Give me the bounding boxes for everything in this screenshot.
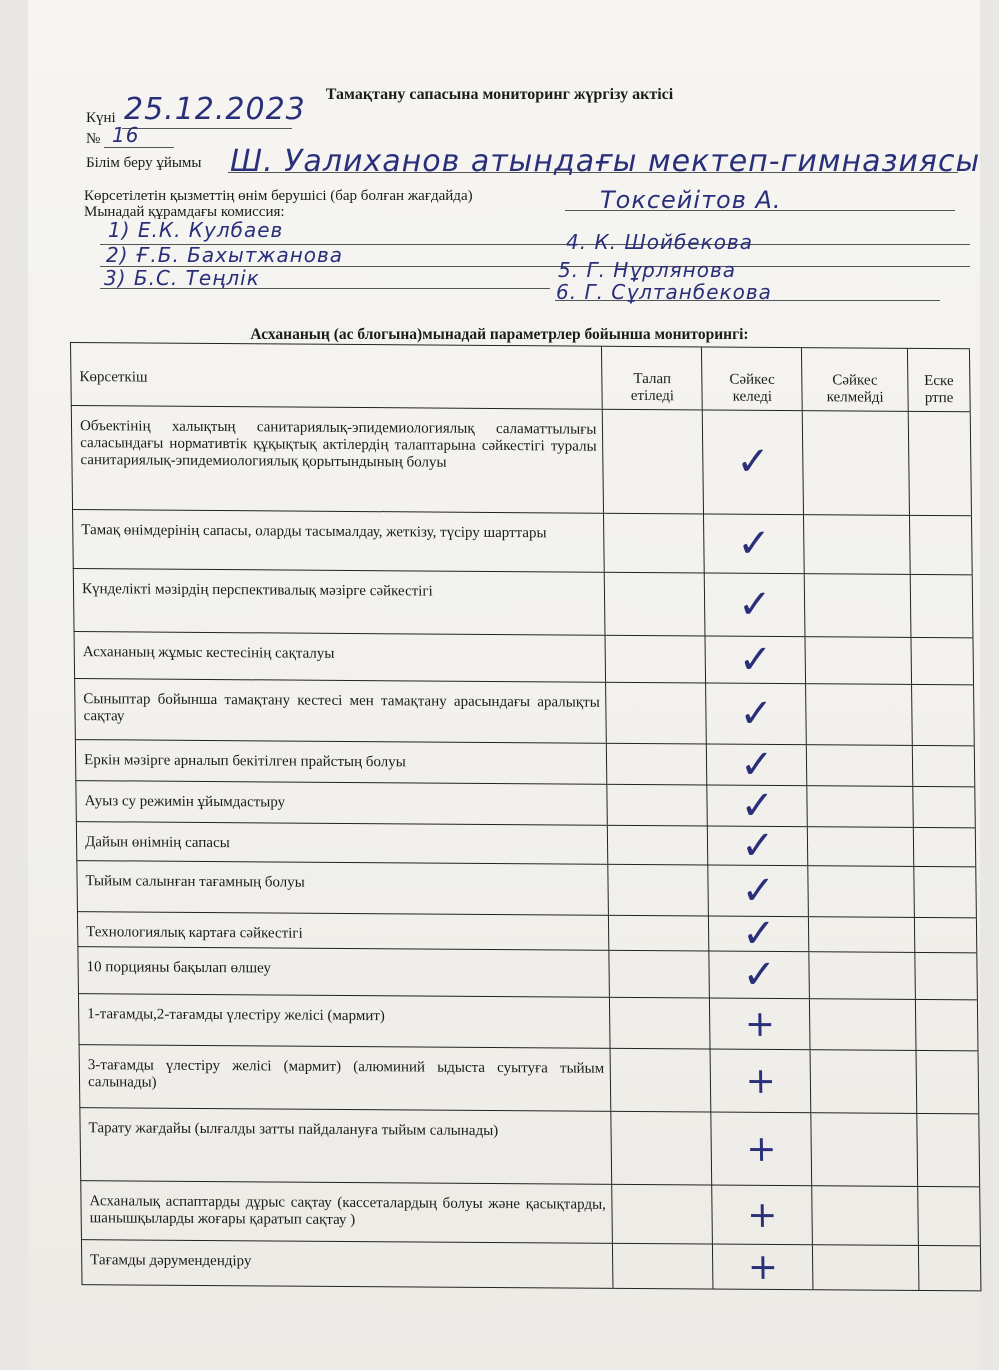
indicator-cell: Асханалық аспаптарды дұрыс сақтау (кассеталардың болуы және қасықтарды, шанышқыларды жоғары қаратып сақтау ) — [81, 1181, 613, 1243]
table-header-row — [70, 342, 971, 412]
not-matches-cell — [805, 574, 912, 637]
note-cell — [914, 828, 976, 866]
required-cell — [603, 410, 704, 514]
member-3: 3) Б.С. Теңлік — [104, 266, 260, 290]
required-cell — [605, 573, 706, 636]
plus-mark: + — [712, 1186, 813, 1245]
number-label: № — [86, 131, 101, 147]
required-cell — [613, 1244, 713, 1289]
check-mark: ✓ — [708, 826, 808, 865]
header-required-line-2: етіледі — [630, 387, 675, 405]
check-mark: ✓ — [706, 636, 806, 683]
table-row — [74, 679, 975, 746]
note-cell — [913, 746, 975, 786]
indicator-cell: Асхананың жұмыс кестесінің сақталуы — [75, 632, 607, 682]
header-matches-line-1: Сәйкес — [729, 371, 775, 388]
check-mark: ✓ — [704, 514, 805, 573]
number-underline — [104, 147, 174, 148]
org-label: Білім беру ұйымы — [86, 155, 202, 171]
not-matches-cell — [810, 999, 916, 1050]
note-cell — [912, 638, 974, 684]
not-matches-cell — [807, 745, 913, 786]
check-mark: ✓ — [706, 683, 807, 744]
date-underline — [122, 128, 292, 129]
header-not-matches-line-1: Сәйкес — [832, 372, 878, 389]
required-cell — [613, 1185, 714, 1244]
indicator-cell: Технологиялық картаға сәйкестігі — [78, 912, 610, 950]
header-note — [908, 349, 971, 411]
header-note-line-2: ртпе — [924, 389, 954, 407]
not-matches-cell — [807, 786, 913, 827]
plus-mark: + — [713, 1245, 813, 1290]
header-matches-line-2: келеді — [732, 388, 773, 405]
note-cell — [917, 1051, 980, 1113]
note-cell — [913, 787, 975, 827]
indicator-cell: Тыйым салынған тағамның болуы — [77, 861, 609, 915]
table-row — [72, 510, 973, 575]
header-indicator: Көрсеткіш — [71, 343, 603, 409]
section-title: Асхананың (ас блогына)мынадай параметрлер бойынша мониторингі: — [250, 326, 749, 343]
table-row — [79, 1045, 980, 1114]
note-cell — [917, 1114, 980, 1186]
not-matches-cell — [806, 637, 912, 684]
header-not-matches — [802, 348, 909, 411]
required-cell — [609, 865, 709, 916]
required-cell — [612, 1112, 713, 1185]
not-matches-cell — [812, 1186, 919, 1245]
note-cell — [914, 867, 977, 917]
not-matches-cell — [811, 1050, 918, 1113]
required-cell — [610, 998, 710, 1049]
date-value: 25.12.2023 — [124, 92, 306, 127]
table-row — [74, 632, 975, 685]
required-cell — [610, 951, 710, 998]
table-row — [79, 1108, 980, 1187]
number-value: 16 — [112, 123, 140, 147]
table-row — [75, 740, 975, 787]
header-required — [602, 347, 703, 410]
indicator-cell: Еркін мәзірге арналып бекітілген прайстың болуы — [76, 740, 608, 784]
member-6: 6. Г. Сұлтанбекова — [556, 280, 772, 304]
not-matches-cell — [803, 411, 910, 515]
commission-label: Мынадай құрамдағы комиссия: — [84, 204, 285, 220]
member-2: 2) Ғ.Б. Бахытжанова — [106, 243, 344, 267]
table-row — [77, 947, 978, 1000]
indicator-cell: 10 порцияны бақылап өлшеу — [78, 947, 610, 997]
header-matches — [702, 347, 803, 410]
header-not-matches-line-2: келмейді — [826, 389, 884, 406]
monitoring-table — [70, 342, 981, 1291]
indicator-cell: Тарату жағдайы (ылғалды затты пайдалануға тыйым салынады) — [80, 1108, 612, 1184]
table-row — [76, 861, 977, 918]
note-cell — [916, 1000, 979, 1050]
date-label: Күні — [86, 110, 116, 126]
table-row — [73, 569, 974, 638]
document-title: Тамақтану сапасына мониторинг жүргізу актісі — [325, 86, 674, 103]
note-cell — [909, 412, 972, 515]
not-matches-cell — [809, 917, 915, 952]
not-matches-cell — [810, 952, 916, 999]
note-cell — [919, 1246, 981, 1290]
not-matches-cell — [804, 515, 911, 574]
required-cell — [608, 826, 708, 865]
required-cell — [609, 916, 709, 951]
member-1: 1) Е.К. Кулбаев — [108, 218, 284, 242]
indicator-cell: Объектінің халықтың санитариялық-эпидемиологиялық саламаттылығы саласындағы нормативтік құқықтық актілердің талаптарына сәйкестігі туралы санитариялық-эпидемиологиялық қорытындының болуы — [72, 406, 605, 513]
required-cell — [611, 1049, 712, 1112]
check-mark: ✓ — [705, 573, 806, 636]
indicator-cell: Сыныптар бойынша тамақтану кестесі мен тамақтану арасындағы аралықты сақтау — [75, 679, 607, 743]
indicator-cell: Тамақ өнімдерінің сапасы, оларды тасымалдау, жеткізу, түсіру шарттары — [73, 510, 605, 572]
table-row — [80, 1181, 981, 1246]
check-mark: ✓ — [707, 744, 807, 785]
note-cell — [911, 575, 974, 637]
supplier-value: Токсейітов А. — [600, 186, 782, 214]
check-mark: ✓ — [708, 785, 808, 826]
check-mark: ✓ — [709, 865, 809, 916]
org-value: Ш. Уалиханов атындағы мектеп-гимназиясы — [230, 144, 981, 179]
indicator-cell: Ауыз су режимін ұйымдастыру — [76, 781, 608, 825]
check-mark: ✓ — [703, 410, 804, 514]
table-row — [71, 406, 972, 516]
required-cell — [608, 785, 708, 826]
note-cell — [915, 953, 977, 999]
note-cell — [915, 918, 977, 952]
table-row — [81, 1240, 981, 1291]
indicator-cell: Күнделікті мәзірдің перспективалық мәзірге сәйкестігі — [74, 569, 606, 635]
required-cell — [607, 744, 707, 785]
plus-mark: + — [711, 1050, 812, 1113]
member-5: 5. Г. Нұрлянова — [558, 258, 737, 282]
table-row — [76, 822, 976, 867]
table-row — [78, 994, 979, 1051]
not-matches-cell — [808, 866, 914, 917]
check-mark: ✓ — [709, 917, 809, 952]
note-cell — [910, 516, 973, 574]
required-cell — [606, 683, 707, 744]
indicator-cell: 3-тағамды үлестіру желісі (мармит) (алюминий ыдыста суытуға тыйым салынады) — [80, 1045, 612, 1111]
note-cell — [912, 685, 975, 745]
supplier-label: Көрсетілетін қызметтің өнім берушісі (бар болған жағдайда) — [84, 188, 473, 204]
not-matches-cell — [808, 827, 914, 866]
plus-mark: + — [710, 999, 810, 1050]
indicator-cell: 1-тағамды,2-тағамды үлестіру желісі (мармит) — [79, 994, 611, 1048]
header-required-line-1: Талап — [633, 370, 672, 388]
table-row — [75, 781, 975, 828]
required-cell — [606, 636, 706, 683]
note-cell — [918, 1187, 981, 1245]
check-mark: ✓ — [710, 952, 810, 999]
plus-mark: + — [712, 1113, 813, 1186]
header-note-line-1: Еске — [924, 372, 954, 390]
member-4: 4. К. Шойбекова — [566, 230, 753, 254]
not-matches-cell — [806, 684, 913, 745]
indicator-cell: Дайын өнімнің сапасы — [77, 822, 609, 864]
required-cell — [604, 514, 705, 573]
not-matches-cell — [811, 1113, 918, 1186]
not-matches-cell — [813, 1245, 919, 1290]
indicator-cell: Тағамды дәрумендендіру — [82, 1240, 614, 1288]
